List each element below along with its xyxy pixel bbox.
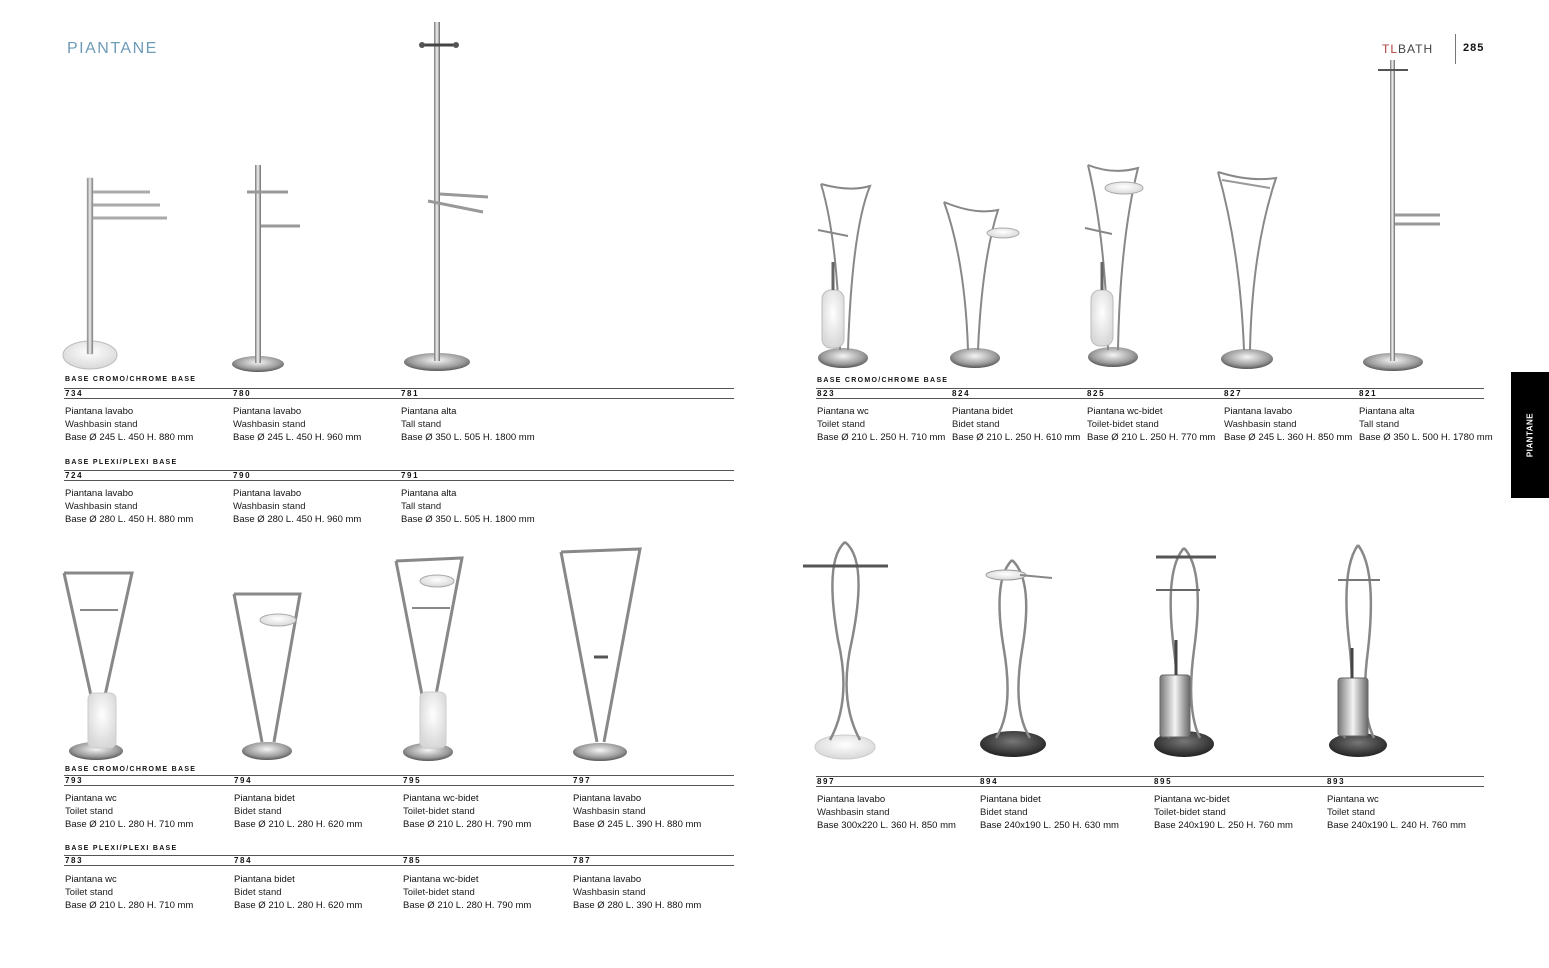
group-label-plexi-2: BASE PLEXI/PLEXI BASE xyxy=(65,845,178,852)
product-dims: Base Ø 210 L. 280 H. 790 mm xyxy=(403,900,532,911)
product-790-info xyxy=(233,487,361,526)
product-name: Piantana bidet xyxy=(952,406,1013,417)
image-794 xyxy=(234,594,300,760)
image-894 xyxy=(980,560,1052,757)
product-794-info xyxy=(234,792,362,831)
product-784-info xyxy=(234,873,362,912)
product-code: 794 xyxy=(234,776,253,785)
image-823 xyxy=(818,184,870,368)
product-name: Piantana lavabo xyxy=(233,406,302,417)
product-code: 897 xyxy=(817,777,836,786)
product-code: 893 xyxy=(1327,777,1346,786)
brand-logo-part2: BATH xyxy=(1398,42,1434,56)
image-734 xyxy=(63,178,167,369)
group-label-chrome-2: BASE CROMO/CHROME BASE xyxy=(817,377,949,384)
product-name: Piantana lavabo xyxy=(1224,406,1293,417)
product-name: Piantana wc xyxy=(65,874,117,885)
product-code: 793 xyxy=(65,776,84,785)
image-827 xyxy=(1218,172,1276,369)
product-name: Piantana lavabo xyxy=(573,874,642,885)
product-781-info xyxy=(401,405,535,444)
product-dims: Base Ø 245 L. 450 H. 960 mm xyxy=(233,432,362,443)
product-dims: Base Ø 350 L. 500 H. 1780 mm xyxy=(1359,432,1493,443)
image-895 xyxy=(1154,548,1216,757)
product-name-en: Washbasin stand xyxy=(573,887,646,898)
product-821-info xyxy=(1359,405,1493,444)
product-dims: Base Ø 210 L. 250 H. 710 mm xyxy=(817,432,946,443)
product-dims: Base 240x190 L. 250 H. 630 mm xyxy=(980,820,1119,831)
product-code: 787 xyxy=(573,856,592,865)
side-tab-label: PIANTANE xyxy=(1525,412,1535,458)
product-code: 894 xyxy=(980,777,999,786)
product-dims: Base Ø 280 L. 450 H. 880 mm xyxy=(65,514,194,525)
product-name: Piantana lavabo xyxy=(65,488,134,499)
product-dims: Base Ø 210 L. 280 H. 620 mm xyxy=(234,819,363,830)
product-797-info xyxy=(573,792,701,831)
section-title: PIANTANE xyxy=(67,40,158,57)
product-dims: Base Ø 210 L. 250 H. 610 mm xyxy=(952,432,1081,443)
product-code: 783 xyxy=(65,856,84,865)
product-897-info xyxy=(817,793,956,832)
product-dims: Base Ø 210 L. 280 H. 620 mm xyxy=(234,900,363,911)
image-781 xyxy=(404,22,488,371)
product-name-en: Tall stand xyxy=(401,501,442,512)
code-bar-6 xyxy=(816,776,1484,787)
image-793 xyxy=(64,573,132,760)
product-name-en: Bidet stand xyxy=(234,806,282,817)
product-dims: Base Ø 280 L. 450 H. 960 mm xyxy=(233,514,362,525)
product-724-info xyxy=(65,487,193,526)
product-name-en: Washbasin stand xyxy=(817,807,890,818)
product-dims: Base Ø 350 L. 505 H. 1800 mm xyxy=(401,432,535,443)
code-bar-4 xyxy=(64,775,734,786)
product-code: 825 xyxy=(1087,389,1106,398)
product-name-en: Bidet stand xyxy=(980,807,1028,818)
product-dims: Base Ø 210 L. 280 H. 790 mm xyxy=(403,819,532,830)
product-code: 734 xyxy=(65,389,84,398)
product-code: 780 xyxy=(233,389,252,398)
product-name-en: Toilet-bidet stand xyxy=(1087,419,1159,430)
product-name-en: Washbasin stand xyxy=(65,501,138,512)
code-bar-1 xyxy=(64,388,734,399)
product-825-info xyxy=(1087,405,1215,444)
product-787-info xyxy=(573,873,701,912)
image-897 xyxy=(803,542,888,759)
product-code: 781 xyxy=(401,389,420,398)
product-name: Piantana wc-bidet xyxy=(1154,794,1230,805)
product-name-en: Toilet-bidet stand xyxy=(403,806,475,817)
product-893-info xyxy=(1327,793,1466,832)
product-code: 797 xyxy=(573,776,592,785)
product-dims: Base Ø 245 L. 360 H. 850 mm xyxy=(1224,432,1353,443)
image-797 xyxy=(561,549,640,761)
product-name: Piantana bidet xyxy=(980,794,1041,805)
product-name-en: Toilet stand xyxy=(65,887,114,898)
product-name-en: Washbasin stand xyxy=(573,806,646,817)
product-name: Piantana lavabo xyxy=(817,794,886,805)
product-name: Piantana bidet xyxy=(234,793,295,804)
image-780 xyxy=(232,165,300,372)
product-dims: Base Ø 210 L. 280 H. 710 mm xyxy=(65,900,194,911)
product-name: Piantana wc xyxy=(1327,794,1379,805)
product-name-en: Washbasin stand xyxy=(233,501,306,512)
image-821 xyxy=(1363,60,1440,371)
product-734-info xyxy=(65,405,193,444)
product-785-info xyxy=(403,873,531,912)
product-783-info xyxy=(65,873,193,912)
brand-logo-part1: TL xyxy=(1382,42,1399,56)
product-code: 895 xyxy=(1154,777,1173,786)
product-824-info xyxy=(952,405,1080,444)
product-name: Piantana lavabo xyxy=(573,793,642,804)
code-bar-3 xyxy=(816,388,1484,399)
product-name-en: Bidet stand xyxy=(234,887,282,898)
page-number: 285 xyxy=(1463,42,1485,54)
product-name: Piantana wc-bidet xyxy=(403,793,479,804)
product-name: Piantana wc-bidet xyxy=(1087,406,1163,417)
product-code: 824 xyxy=(952,389,971,398)
product-name: Piantana wc-bidet xyxy=(403,874,479,885)
product-name: Piantana lavabo xyxy=(65,406,134,417)
product-name-en: Toilet stand xyxy=(1327,807,1376,818)
product-name-en: Tall stand xyxy=(1359,419,1400,430)
product-dims: Base 300x220 L. 360 H. 850 mm xyxy=(817,820,956,831)
product-code: 823 xyxy=(817,389,836,398)
product-name: Piantana bidet xyxy=(234,874,295,885)
product-name-en: Toilet-bidet stand xyxy=(403,887,475,898)
product-name-en: Washbasin stand xyxy=(1224,419,1297,430)
product-827-info xyxy=(1224,405,1352,444)
image-795 xyxy=(396,558,462,761)
product-code: 791 xyxy=(401,471,420,480)
code-bar-5 xyxy=(64,855,734,866)
product-name: Piantana alta xyxy=(401,406,457,417)
group-label-plexi-1: BASE PLEXI/PLEXI BASE xyxy=(65,459,178,466)
product-795-info xyxy=(403,792,531,831)
product-793-info xyxy=(65,792,193,831)
code-bar-2 xyxy=(64,470,734,481)
product-name: Piantana wc xyxy=(65,793,117,804)
product-dims: Base Ø 245 L. 450 H. 880 mm xyxy=(65,432,194,443)
image-824 xyxy=(944,202,1019,368)
product-name-en: Washbasin stand xyxy=(65,419,138,430)
product-dims: Base Ø 210 L. 250 H. 770 mm xyxy=(1087,432,1216,443)
product-name-en: Tall stand xyxy=(401,419,442,430)
product-dims: Base Ø 245 L. 390 H. 880 mm xyxy=(573,819,702,830)
product-823-info xyxy=(817,405,945,444)
product-name: Piantana alta xyxy=(401,488,457,499)
product-name: Piantana lavabo xyxy=(233,488,302,499)
product-894-info xyxy=(980,793,1119,832)
product-dims: Base Ø 280 L. 390 H. 880 mm xyxy=(573,900,702,911)
product-name: Piantana alta xyxy=(1359,406,1415,417)
product-code: 821 xyxy=(1359,389,1378,398)
product-dims: Base Ø 350 L. 505 H. 1800 mm xyxy=(401,514,535,525)
product-dims: Base Ø 210 L. 280 H. 710 mm xyxy=(65,819,194,830)
product-name-en: Bidet stand xyxy=(952,419,1000,430)
product-name: Piantana wc xyxy=(817,406,869,417)
product-code: 784 xyxy=(234,856,253,865)
product-895-info xyxy=(1154,793,1293,832)
product-dims: Base 240x190 L. 250 H. 760 mm xyxy=(1154,820,1293,831)
product-code: 724 xyxy=(65,471,84,480)
image-825 xyxy=(1085,165,1143,367)
product-code: 795 xyxy=(403,776,422,785)
group-label-chrome-3: BASE CROMO/CHROME BASE xyxy=(65,766,197,773)
product-name-en: Washbasin stand xyxy=(233,419,306,430)
product-780-info xyxy=(233,405,361,444)
product-791-info xyxy=(401,487,535,526)
product-code: 785 xyxy=(403,856,422,865)
product-code: 827 xyxy=(1224,389,1243,398)
product-name-en: Toilet stand xyxy=(65,806,114,817)
product-code: 790 xyxy=(233,471,252,480)
image-893 xyxy=(1329,545,1387,757)
product-dims: Base 240x190 L. 240 H. 760 mm xyxy=(1327,820,1466,831)
product-name-en: Toilet stand xyxy=(817,419,866,430)
group-label-chrome-1: BASE CROMO/CHROME BASE xyxy=(65,376,197,383)
product-name-en: Toilet-bidet stand xyxy=(1154,807,1226,818)
